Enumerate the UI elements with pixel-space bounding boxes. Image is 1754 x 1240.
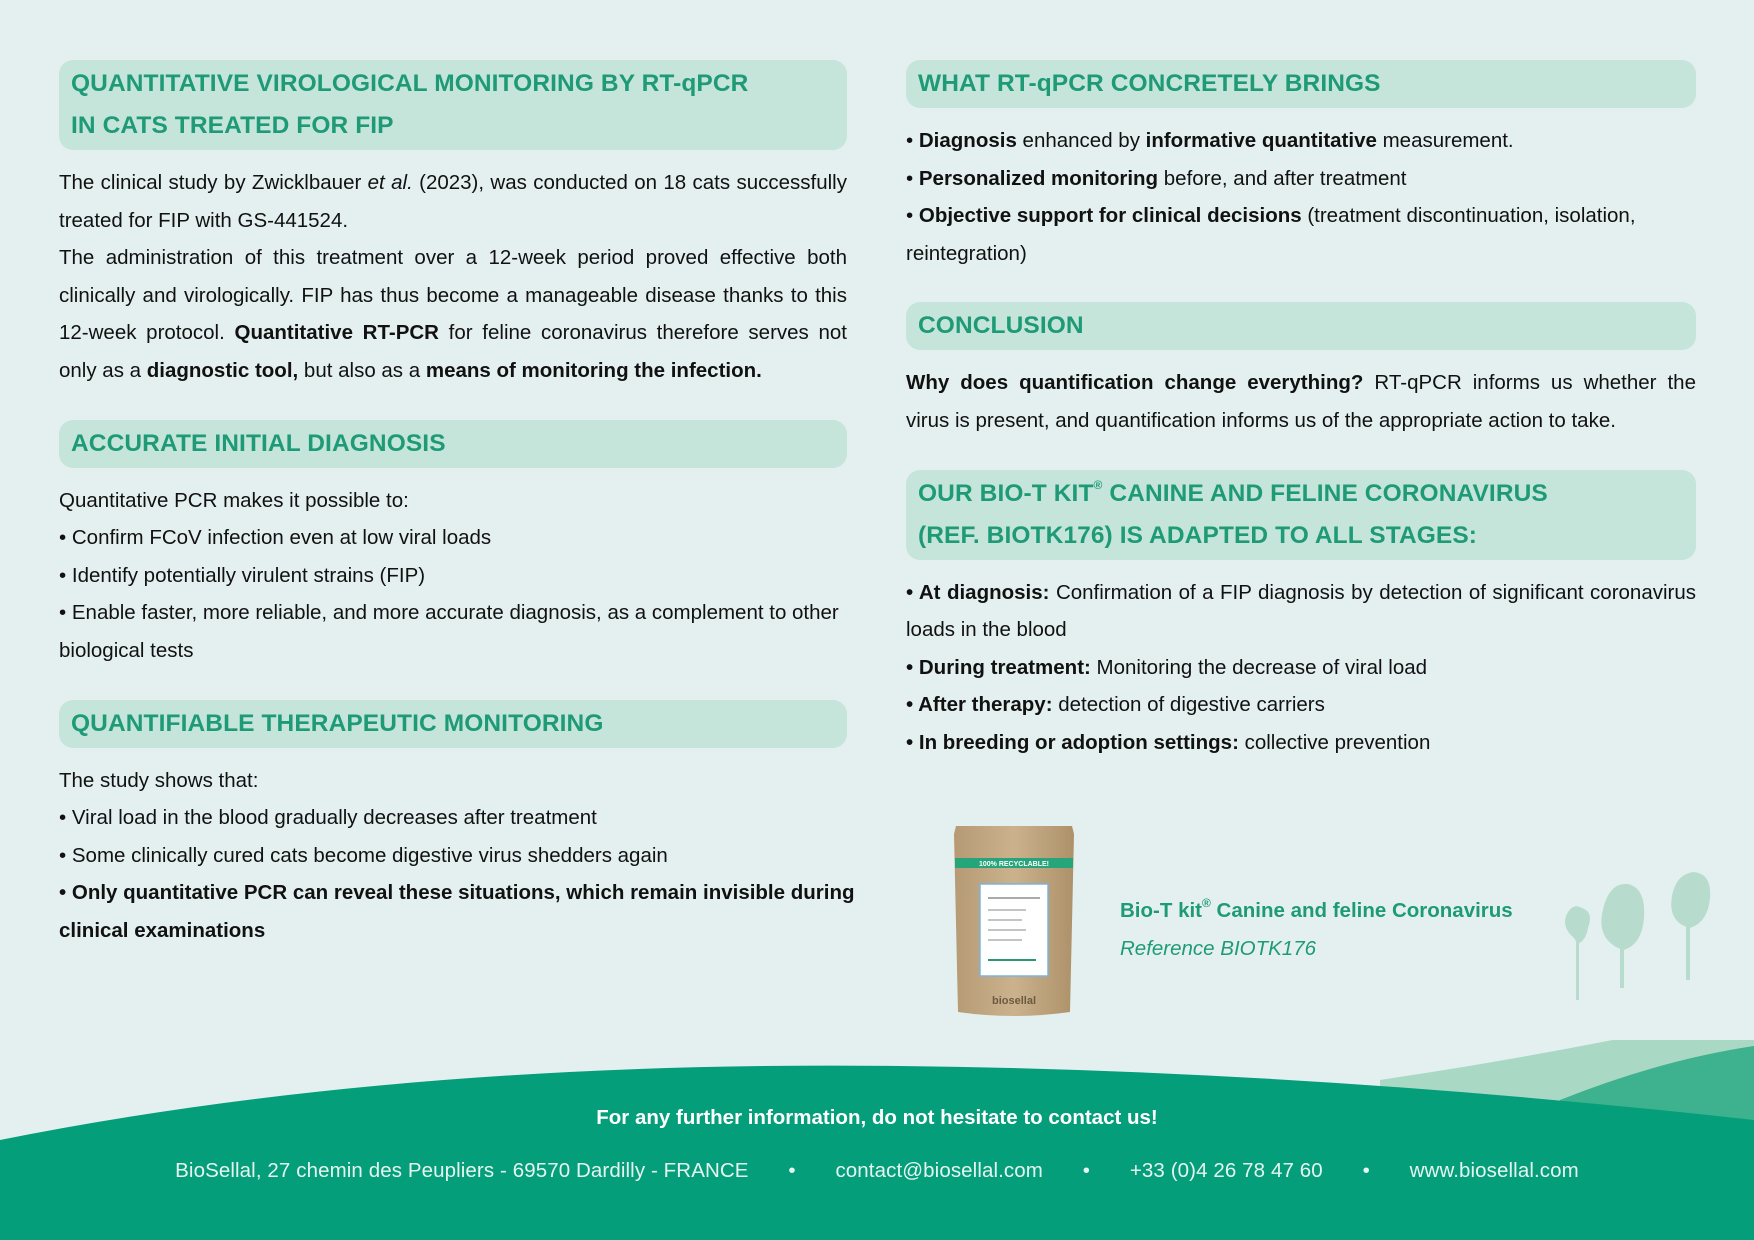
pouch-brand-text: biosellal: [991, 995, 1037, 1007]
bullet: •: [906, 129, 919, 152]
footer-cta: For any further information, do not hesitate to contact us!: [596, 1106, 1158, 1129]
section-title-line: (REF. BIOTK176) IS ADAPTED TO ALL STAGES:: [918, 521, 1478, 549]
text-bold: means of monitoring the infection.: [425, 358, 762, 382]
registered-mark: ®: [1202, 896, 1211, 911]
diagnosis-intro: Quantitative PCR makes it possible to:: [59, 488, 409, 512]
text-bold: Diagnosis: [918, 129, 1017, 152]
section-title-line: ACCURATE INITIAL DIAGNOSIS: [71, 429, 446, 457]
text-bold: diagnostic tool,: [146, 358, 299, 382]
footer-contact-bar: [0, 1159, 1754, 1183]
list-item: • Viral load in the blood gradually decreases after treatment: [59, 806, 597, 830]
section-title-line: QUANTIFIABLE THERAPEUTIC MONITORING: [71, 709, 604, 737]
bullet: •: [906, 166, 919, 190]
list-item: [906, 686, 1696, 724]
text-run: (2023), was conducted on 18 cats successfully treated for FIP with GS-441524.: [59, 171, 847, 232]
section-title-line: CONCLUSION: [918, 312, 1084, 340]
tree-icon: [1671, 872, 1710, 928]
product-pouch-image: [952, 826, 1076, 1022]
section-title-line: QUANTITATIVE VIROLOGICAL MONITORING BY RT-qPCR: [71, 70, 749, 97]
footer-separator: •: [1362, 1159, 1370, 1182]
list-item: [906, 122, 1696, 160]
footer-separator: •: [1082, 1159, 1091, 1182]
text-bold: Personalized monitoring: [918, 166, 1159, 190]
text-run: Canine and feline Coronavirus: [1210, 899, 1513, 922]
tree-icon: [1601, 884, 1644, 950]
benefits-list: [906, 122, 1696, 272]
text-run: for feline coronavirus therefore serves not only as a: [59, 321, 847, 382]
footer-email-link[interactable]: contact@biosellal.com: [835, 1159, 1043, 1182]
text-run: Bio-T kit: [1120, 899, 1202, 922]
study-paragraph: [59, 164, 847, 239]
section-title-line: IN CATS TREATED FOR FIP: [71, 112, 394, 139]
footer-phone[interactable]: +33 (0)4 26 78 47 60: [1129, 1159, 1323, 1182]
footer-wave: [0, 1040, 1754, 1240]
text-run: (treatment discontinuation, isolation, reintegration): [906, 204, 1636, 265]
footer-separator: •: [788, 1159, 796, 1182]
list-item: • Some clinically cured cats become digestive virus shedders again: [59, 843, 668, 867]
text-run: but also as a: [298, 358, 426, 382]
conclusion-paragraph: [906, 364, 1696, 439]
text-run: measurement.: [1376, 129, 1514, 152]
bullet: •: [906, 204, 919, 228]
text-run: before, and after treatment: [1158, 166, 1407, 190]
text-run: RT-qPCR informs us whether the virus is present, and quantification informs us of the appropriate action to take.: [906, 371, 1696, 432]
tree-icon: [1565, 906, 1590, 944]
section-title-initial-diagnosis: [59, 420, 847, 468]
text-bold: • After therapy:: [906, 693, 1053, 717]
tree-trunk: [1620, 948, 1624, 988]
left-column: [59, 60, 855, 950]
text-run: Monitoring the decrease of viral load: [1090, 655, 1428, 679]
text-bold: Why does quantification change everything?: [906, 371, 1364, 395]
text-bold: Objective support for clinical decisions: [918, 204, 1302, 228]
section-title-conclusion: [906, 302, 1696, 350]
text-italic: et al.: [367, 171, 413, 194]
list-item: • Confirm FCoV infection even at low viral loads: [59, 526, 492, 550]
list-item: [906, 197, 1696, 272]
text-bold: informative quantitative: [1145, 129, 1377, 152]
list-item: [906, 724, 1696, 762]
section-title-line: [918, 473, 1684, 515]
treatment-paragraph: [59, 239, 847, 389]
text-run: Confirmation of a FIP diagnosis by detection of significant coronavirus loads in the blood: [906, 580, 1697, 642]
right-column: [906, 60, 1696, 762]
list-item: • Identify potentially virulent strains (FIP): [59, 563, 426, 587]
text-run: CANINE AND FELINE CORONAVIRUS: [1102, 479, 1548, 507]
product-reference: Reference BIOTK176: [1120, 937, 1316, 960]
tree-trunk: [1686, 926, 1690, 980]
registered-mark: ®: [1093, 478, 1103, 493]
product-name: [1120, 892, 1513, 930]
text-run: collective prevention: [1238, 730, 1431, 754]
monitoring-list: [59, 799, 865, 949]
text-run: enhanced by: [1016, 129, 1146, 152]
list-item: • Enable faster, more reliable, and more accurate diagnosis, as a complement to other biological tests: [59, 601, 839, 662]
pouch-banner-text: 100% RECYCLABLE!: [978, 861, 1050, 868]
text-bold: • During treatment:: [906, 655, 1091, 679]
section-title-virological-monitoring: [59, 60, 847, 150]
text-bold: Quantitative RT-PCR: [234, 321, 439, 345]
list-item: [906, 160, 1696, 198]
diagnosis-list: [59, 519, 865, 669]
stages-list: [906, 574, 1696, 762]
tree-trunk: [1576, 940, 1579, 1000]
text-run: OUR BIO-T KIT: [918, 479, 1094, 507]
text-run: detection of digestive carriers: [1052, 693, 1325, 717]
footer-address: BioSellal, 27 chemin des Peupliers - 69570 Dardilly - FRANCE: [175, 1159, 749, 1182]
text-bold: • In breeding or adoption settings:: [906, 730, 1239, 754]
text-run: The administration of this treatment over a 12-week period proved effective both clinically and virologically. FIP has thus become a manageable disease thanks to this 12-week protocol.: [59, 246, 847, 345]
section-title-therapeutic-monitoring: [59, 700, 847, 748]
tree-group: [1565, 872, 1710, 1000]
product-caption: [1120, 892, 1513, 968]
section-title-rtqpcr-brings: [906, 60, 1696, 108]
list-item-bold: • Only quantitative PCR can reveal these situations, which remain invisible during clinical examinations: [59, 881, 855, 942]
text-run: The clinical study by Zwicklbauer: [59, 171, 368, 194]
text-bold: • At diagnosis:: [906, 580, 1050, 604]
footer-website-link[interactable]: www.biosellal.com: [1409, 1159, 1579, 1182]
study-intro: The study shows that:: [59, 768, 259, 792]
section-title-line: WHAT RT-qPCR CONCRETELY BRINGS: [918, 70, 1381, 97]
list-item: [906, 649, 1696, 687]
decorative-trees: [1548, 868, 1754, 1064]
section-title-biot-kit: [906, 470, 1696, 560]
list-item: [906, 574, 1696, 649]
